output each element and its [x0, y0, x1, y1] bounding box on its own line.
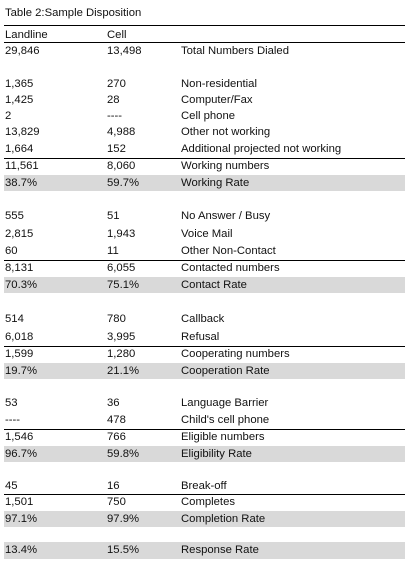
cell-value: 780: [107, 313, 126, 325]
row-label: Cooperation Rate: [181, 365, 270, 377]
landline-value: 2: [5, 110, 12, 122]
cell-value: 75.1%: [107, 279, 140, 291]
row-label: Contact Rate: [181, 279, 247, 291]
landline-value: 2,815: [5, 228, 34, 240]
landline-value: 8,131: [5, 262, 34, 274]
cell-value: 478: [107, 414, 126, 426]
table-row: [0, 429, 409, 446]
table-row: [0, 108, 409, 125]
table-row: [0, 277, 409, 294]
landline-value: 97.1%: [5, 513, 38, 525]
landline-value: 1,599: [5, 348, 34, 360]
landline-value: 1,425: [5, 94, 34, 106]
row-label: Contacted numbers: [181, 262, 280, 274]
table-row: [0, 158, 409, 175]
table-row: [0, 175, 409, 192]
landline-value: 555: [5, 210, 24, 222]
cell-value: 1,943: [107, 228, 136, 240]
table-caption: Table 2:Sample Disposition: [5, 7, 142, 19]
row-label: Callback: [181, 313, 225, 325]
table-row: [0, 226, 409, 243]
cell-value: 152: [107, 143, 126, 155]
landline-value: 19.7%: [5, 365, 38, 377]
landline-value: 13,829: [5, 126, 40, 138]
rule-top: [4, 25, 405, 26]
cell-value: 59.8%: [107, 448, 140, 460]
table-row: [0, 511, 409, 528]
row-label: Voice Mail: [181, 228, 233, 240]
row-label: Cooperating numbers: [181, 348, 290, 360]
table-row: [0, 542, 409, 559]
landline-value: 11,561: [5, 160, 39, 172]
landline-value: 70.3%: [5, 279, 38, 291]
row-label: Additional projected not working: [181, 143, 342, 155]
cell-value: 15.5%: [107, 544, 140, 556]
table-row: [0, 208, 409, 225]
table-row: [0, 494, 409, 511]
table-row: [0, 243, 409, 260]
cell-value: 766: [107, 431, 126, 443]
row-label: Refusal: [181, 331, 220, 343]
table-row: [0, 329, 409, 346]
row-label: Other Non-Contact: [181, 245, 276, 257]
landline-value: 514: [5, 313, 24, 325]
row-label: Non-residential: [181, 78, 257, 90]
table-row: [0, 412, 409, 429]
landline-value: 1,664: [5, 143, 34, 155]
landline-value: 1,501: [5, 496, 34, 508]
header-cell: Cell: [107, 29, 127, 41]
landline-value: 60: [5, 245, 18, 257]
row-label: Computer/Fax: [181, 94, 253, 106]
table-row: [0, 363, 409, 380]
row-label: Eligibility Rate: [181, 448, 252, 460]
landline-value: 29,846: [5, 45, 40, 57]
cell-value: 1,280: [107, 348, 136, 360]
cell-value: 750: [107, 496, 126, 508]
cell-value: 59.7%: [107, 177, 140, 189]
cell-value: 11: [107, 245, 119, 257]
table-row: [0, 395, 409, 412]
cell-value: 270: [107, 78, 126, 90]
row-label: Completion Rate: [181, 513, 266, 525]
landline-value: 38.7%: [5, 177, 38, 189]
table-row: [0, 124, 409, 141]
cell-value: 6,055: [107, 262, 136, 274]
row-label: Working numbers: [181, 160, 270, 172]
row-label: No Answer / Busy: [181, 210, 271, 222]
table-row: [0, 446, 409, 463]
landline-value: 13.4%: [5, 544, 38, 556]
landline-value: 96.7%: [5, 448, 38, 460]
table-row: [0, 260, 409, 277]
cell-value: 4,988: [107, 126, 136, 138]
cell-value: 36: [107, 397, 120, 409]
landline-value: 45: [5, 480, 18, 492]
landline-value: 6,018: [5, 331, 34, 343]
cell-value: ----: [107, 110, 123, 122]
header-landline: Landline: [5, 29, 48, 41]
row-label: Completes: [181, 496, 235, 508]
cell-value: 3,995: [107, 331, 136, 343]
table-row: [0, 92, 409, 109]
table-row: [0, 141, 409, 158]
table-row: [0, 43, 409, 60]
row-label: Language Barrier: [181, 397, 269, 409]
cell-value: 51: [107, 210, 120, 222]
row-label: Total Numbers Dialed: [181, 45, 289, 57]
cell-value: 21.1%: [107, 365, 140, 377]
landline-value: 1,365: [5, 78, 34, 90]
row-label: Other not working: [181, 126, 271, 138]
cell-value: 28: [107, 94, 120, 106]
landline-value: ----: [5, 414, 21, 426]
cell-value: 8,060: [107, 160, 136, 172]
cell-value: 16: [107, 480, 120, 492]
cell-value: 13,498: [107, 45, 142, 57]
row-label: Cell phone: [181, 110, 236, 122]
table-row: [0, 76, 409, 93]
row-label: Eligible numbers: [181, 431, 265, 443]
row-label: Break-off: [181, 480, 227, 492]
table-row: [0, 478, 409, 495]
row-label: Child's cell phone: [181, 414, 270, 426]
row-label: Working Rate: [181, 177, 250, 189]
cell-value: 97.9%: [107, 513, 140, 525]
landline-value: 53: [5, 397, 18, 409]
table-row: [0, 311, 409, 328]
row-label: Response Rate: [181, 544, 259, 556]
landline-value: 1,546: [5, 431, 34, 443]
table-row: [0, 346, 409, 363]
